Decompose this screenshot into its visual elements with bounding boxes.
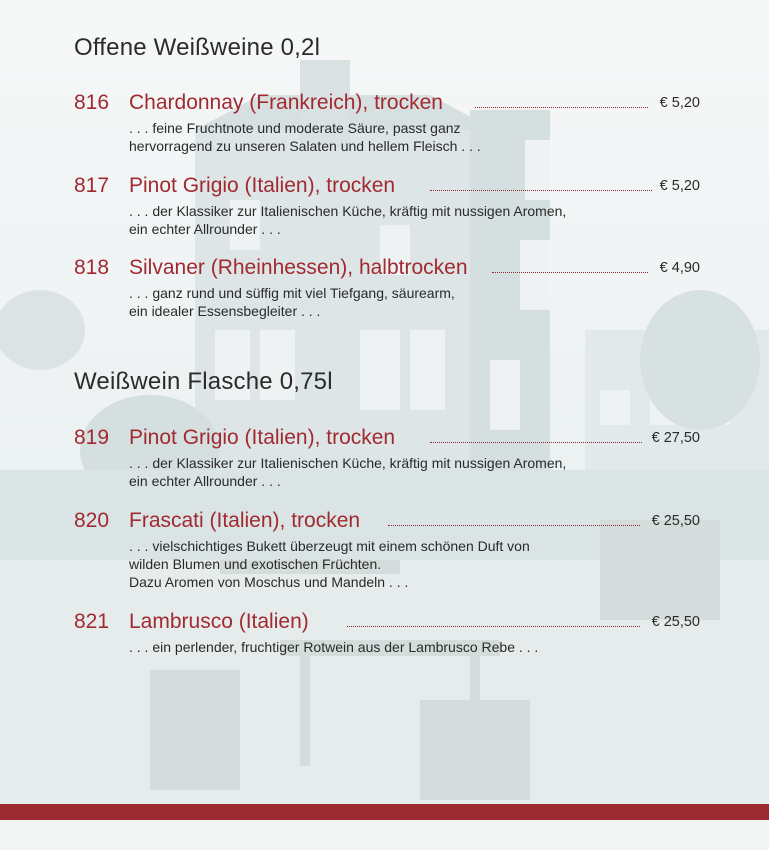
description-line: . . . ein perlender, fruchtiger Rotwein aus der Lambrusco Rebe . . . (129, 639, 539, 655)
item-number: 816 (74, 91, 110, 114)
description-line: wilden Blumen und exotischen Früchten. (129, 556, 382, 572)
item-price: € 27,50 (651, 430, 700, 446)
item-number: 819 (74, 426, 110, 449)
item-name: Chardonnay (Frankreich), trocken (129, 91, 443, 114)
dot-leader (347, 626, 640, 627)
item-price: € 25,50 (651, 614, 700, 630)
description-line: . . . ganz rund und süffig mit viel Tiefgang, säurearm, (129, 285, 455, 301)
footer-band (0, 804, 769, 820)
description-line: . . . der Klassiker zur Italienischen Küche, kräftig mit nussigen Aromen, (129, 203, 567, 219)
menu-item (74, 91, 700, 155)
description-line: Dazu Aromen von Moschus und Mandeln . . . (129, 574, 409, 590)
description-line: ein idealer Essensbegleiter . . . (129, 303, 321, 319)
section-title: Offene Weißweine 0,2l (74, 34, 321, 61)
item-description (129, 537, 700, 591)
item-description (129, 284, 700, 320)
item-description (129, 638, 700, 656)
menu-item (74, 256, 700, 320)
item-number: 817 (74, 174, 110, 197)
description-line: ein echter Allrounder . . . (129, 221, 281, 237)
description-line: . . . vielschichtiges Bukett überzeugt mit einem schönen Duft von (129, 538, 530, 554)
item-price: € 25,50 (651, 513, 700, 529)
item-description (129, 119, 700, 155)
dot-leader (430, 190, 652, 191)
item-number: 820 (74, 509, 110, 532)
menu-item (74, 610, 700, 656)
item-number: 821 (74, 610, 110, 633)
description-line: . . . feine Fruchtnote und moderate Säure, passt ganz (129, 120, 461, 136)
description-line: ein echter Allrounder . . . (129, 473, 281, 489)
item-name: Lambrusco (Italien) (129, 610, 309, 633)
description-line: hervorragend zu unseren Salaten und hellem Fleisch . . . (129, 138, 481, 154)
item-number: 818 (74, 256, 110, 279)
item-description (129, 202, 700, 238)
item-name: Frascati (Italien), trocken (129, 509, 361, 532)
item-name: Pinot Grigio (Italien), trocken (129, 174, 396, 197)
menu-item (74, 426, 700, 490)
section-title: Weißwein Flasche 0,75l (74, 368, 333, 395)
item-description (129, 454, 700, 490)
item-price: € 4,90 (659, 260, 700, 276)
item-price: € 5,20 (659, 178, 700, 194)
item-name: Pinot Grigio (Italien), trocken (129, 426, 396, 449)
item-name: Silvaner (Rheinhessen), halbtrocken (129, 256, 468, 279)
description-line: . . . der Klassiker zur Italienischen Küche, kräftig mit nussigen Aromen, (129, 455, 567, 471)
item-price: € 5,20 (659, 95, 700, 111)
dot-leader (492, 272, 648, 273)
dot-leader (430, 442, 642, 443)
menu-item (74, 509, 700, 591)
dot-leader (475, 107, 648, 108)
dot-leader (388, 525, 640, 526)
menu-item (74, 174, 700, 238)
